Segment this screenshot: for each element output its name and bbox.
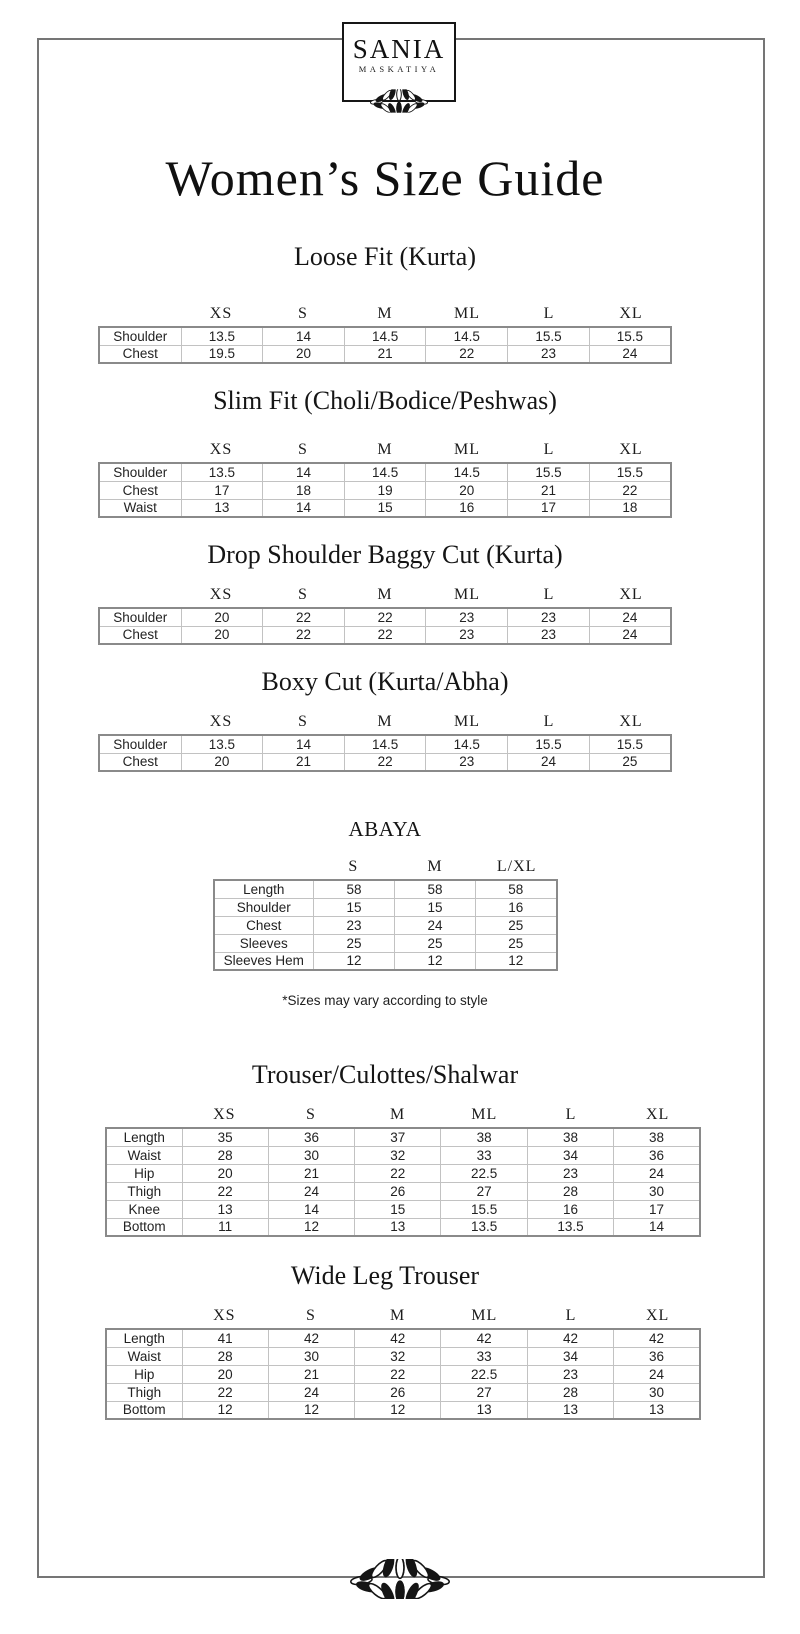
table-row <box>99 735 671 753</box>
row-label: Hip <box>106 1164 182 1182</box>
corner-cell <box>98 438 180 462</box>
measurement-value: 15 <box>355 1200 441 1218</box>
corner-cell <box>98 583 180 607</box>
measurement-value: 12 <box>268 1401 354 1419</box>
size-column-header: M <box>377 305 393 322</box>
measurement-value: 13 <box>614 1401 700 1419</box>
measurement-value: 22.5 <box>441 1164 527 1182</box>
measurement-value: 20 <box>426 481 508 499</box>
measurement-value: 28 <box>182 1347 268 1365</box>
measurement-value: 38 <box>527 1128 613 1146</box>
size-column-header: M <box>427 858 443 875</box>
row-label: Sleeves Hem <box>214 952 314 970</box>
table-row <box>99 345 671 363</box>
measurement-value: 30 <box>614 1182 700 1200</box>
size-column-header: S <box>306 1106 316 1123</box>
measurement-value: 14.5 <box>344 463 426 481</box>
size-column-header: ML <box>454 586 480 603</box>
measurement-value: 18 <box>263 481 345 499</box>
row-label: Thigh <box>106 1383 182 1401</box>
size-table <box>35 438 735 518</box>
size-column-header: ML <box>454 441 480 458</box>
page-title: Women’s Size Guide <box>165 150 605 206</box>
measurement-value: 23 <box>508 345 590 363</box>
measurement-value: 15.5 <box>589 327 671 345</box>
size-column-headers <box>98 438 672 462</box>
measurement-value: 21 <box>263 753 345 771</box>
measurement-value: 20 <box>181 626 263 644</box>
sizes-note: *Sizes may vary according to style <box>282 993 488 1008</box>
measurement-value: 12 <box>355 1401 441 1419</box>
measurement-value: 32 <box>355 1347 441 1365</box>
table-row <box>99 327 671 345</box>
measurement-value: 22 <box>182 1383 268 1401</box>
measurement-value: 13 <box>441 1401 527 1419</box>
measurement-value: 12 <box>476 952 557 970</box>
size-column-header: XL <box>619 586 643 603</box>
size-column-header: L <box>543 586 555 603</box>
size-column-header: M <box>377 713 393 730</box>
measurement-value: 25 <box>476 934 557 952</box>
corner-cell <box>213 855 313 879</box>
table-row <box>106 1128 700 1146</box>
size-table <box>53 1103 753 1237</box>
section-trouser-culottes-shalwar <box>35 1060 735 1237</box>
table-row <box>106 1401 700 1419</box>
table-row <box>214 880 557 898</box>
measurement-value: 26 <box>355 1383 441 1401</box>
measurement-value: 13.5 <box>441 1218 527 1236</box>
measurement-value: 34 <box>527 1347 613 1365</box>
measurement-value: 27 <box>441 1182 527 1200</box>
measurement-value: 17 <box>181 481 263 499</box>
size-column-header: S <box>306 1307 316 1324</box>
table-row <box>99 626 671 644</box>
section-title: Boxy Cut (Kurta/Abha) <box>261 667 509 696</box>
row-label: Length <box>106 1329 182 1347</box>
size-column-header: S <box>298 441 308 458</box>
measurement-value: 20 <box>181 753 263 771</box>
corner-cell <box>105 1103 181 1127</box>
measurement-value: 21 <box>268 1164 354 1182</box>
measurement-value: 22 <box>344 753 426 771</box>
measurement-value: 22 <box>344 626 426 644</box>
measurement-value: 58 <box>395 880 476 898</box>
measurement-value: 15 <box>344 499 426 517</box>
size-column-header: ML <box>471 1106 498 1123</box>
measurement-value: 23 <box>527 1164 613 1182</box>
size-column-headers <box>213 855 558 879</box>
table-row <box>214 916 557 934</box>
sections <box>35 242 735 1420</box>
measurements-table <box>213 879 558 971</box>
measurement-value: 14 <box>268 1200 354 1218</box>
measurement-value: 14 <box>263 735 345 753</box>
row-label: Waist <box>106 1146 182 1164</box>
size-column-header: S <box>298 305 308 322</box>
row-label: Chest <box>99 626 181 644</box>
measurements-table <box>105 1127 701 1237</box>
table-row <box>214 898 557 916</box>
row-label: Chest <box>214 916 314 934</box>
size-column-header: L/XL <box>496 858 537 875</box>
measurement-value: 20 <box>181 608 263 626</box>
size-column-headers <box>98 710 672 734</box>
size-column-header: XL <box>645 1307 670 1324</box>
measurement-value: 14 <box>263 463 345 481</box>
size-table <box>35 302 735 364</box>
brand-name: SANIA <box>352 34 446 64</box>
size-column-header: XL <box>619 441 643 458</box>
measurement-value: 13.5 <box>181 327 263 345</box>
row-label: Chest <box>99 345 181 363</box>
size-guide-page <box>35 0 735 1420</box>
measurement-value: 12 <box>182 1401 268 1419</box>
measurement-value: 14 <box>263 499 345 517</box>
laurel-garland-icon <box>350 1556 450 1602</box>
measurement-value: 28 <box>527 1383 613 1401</box>
measurement-value: 22 <box>355 1365 441 1383</box>
size-column-header: XL <box>619 713 643 730</box>
measurement-value: 25 <box>476 916 557 934</box>
measurement-value: 15 <box>395 898 476 916</box>
size-table <box>35 855 735 971</box>
section-boxy-cut-kurta-abha <box>35 667 735 772</box>
measurement-value: 22 <box>182 1182 268 1200</box>
measurement-value: 24 <box>268 1182 354 1200</box>
measurement-value: 21 <box>344 345 426 363</box>
measurement-value: 22 <box>426 345 508 363</box>
measurement-value: 23 <box>508 626 590 644</box>
size-column-header: L <box>565 1106 577 1123</box>
measurements-table <box>105 1328 701 1420</box>
measurement-value: 13 <box>527 1401 613 1419</box>
measurement-value: 16 <box>476 898 557 916</box>
row-label: Shoulder <box>99 327 181 345</box>
size-column-header: M <box>390 1106 406 1123</box>
row-label: Shoulder <box>99 463 181 481</box>
measurement-value: 14.5 <box>426 463 508 481</box>
measurement-value: 14.5 <box>426 327 508 345</box>
measurement-value: 16 <box>527 1200 613 1218</box>
size-column-header: XS <box>209 713 233 730</box>
size-column-header: L <box>543 305 555 322</box>
measurement-value: 34 <box>527 1146 613 1164</box>
size-column-header: ML <box>471 1307 498 1324</box>
measurement-value: 42 <box>441 1329 527 1347</box>
size-column-header: S <box>298 586 308 603</box>
row-label: Length <box>214 880 314 898</box>
measurement-value: 24 <box>614 1365 700 1383</box>
size-table <box>53 1304 753 1420</box>
measurement-value: 24 <box>614 1164 700 1182</box>
table-row <box>106 1383 700 1401</box>
measurement-value: 30 <box>268 1347 354 1365</box>
row-label: Hip <box>106 1365 182 1383</box>
measurement-value: 21 <box>268 1365 354 1383</box>
table-row <box>106 1182 700 1200</box>
table-row <box>99 481 671 499</box>
measurement-value: 19 <box>344 481 426 499</box>
corner-cell <box>98 710 180 734</box>
measurement-value: 42 <box>355 1329 441 1347</box>
measurement-value: 14.5 <box>344 735 426 753</box>
measurement-value: 11 <box>182 1218 268 1236</box>
row-label: Waist <box>106 1347 182 1365</box>
corner-cell <box>105 1304 181 1328</box>
measurements-table <box>98 326 672 364</box>
measurement-value: 15.5 <box>589 463 671 481</box>
table-row <box>214 934 557 952</box>
brand-logo <box>342 22 456 102</box>
section-title: Slim Fit (Choli/Bodice/Peshwas) <box>213 386 557 415</box>
measurement-value: 36 <box>614 1146 700 1164</box>
measurement-value: 15.5 <box>441 1200 527 1218</box>
table-row <box>214 952 557 970</box>
measurement-value: 13.5 <box>527 1218 613 1236</box>
size-column-header: ML <box>454 305 480 322</box>
size-table <box>35 710 735 772</box>
size-column-header: XS <box>209 305 233 322</box>
table-row <box>99 753 671 771</box>
row-label: Bottom <box>106 1401 182 1419</box>
measurement-value: 24 <box>395 916 476 934</box>
size-column-headers <box>105 1304 701 1328</box>
measurement-value: 23 <box>314 916 395 934</box>
row-label: Shoulder <box>214 898 314 916</box>
measurement-value: 28 <box>182 1146 268 1164</box>
measurement-value: 13.5 <box>181 463 263 481</box>
laurel-garland-icon <box>370 89 428 113</box>
table-row <box>106 1347 700 1365</box>
table-row <box>106 1164 700 1182</box>
measurement-value: 22 <box>589 481 671 499</box>
row-label: Sleeves <box>214 934 314 952</box>
size-column-header: M <box>377 441 393 458</box>
measurement-value: 42 <box>527 1329 613 1347</box>
measurement-value: 13 <box>182 1200 268 1218</box>
measurement-value: 24 <box>589 345 671 363</box>
size-table <box>35 583 735 645</box>
brand-subtitle: MASKATIYA <box>358 64 440 74</box>
measurement-value: 37 <box>355 1128 441 1146</box>
row-label: Length <box>106 1128 182 1146</box>
table-row <box>106 1329 700 1347</box>
measurements-table <box>98 734 672 772</box>
measurement-value: 23 <box>508 608 590 626</box>
row-label: Chest <box>99 481 181 499</box>
measurement-value: 13 <box>355 1218 441 1236</box>
measurement-value: 13.5 <box>181 735 263 753</box>
measurements-table <box>98 607 672 645</box>
measurement-value: 22 <box>344 608 426 626</box>
measurement-value: 22 <box>355 1164 441 1182</box>
measurement-value: 17 <box>614 1200 700 1218</box>
measurement-value: 22 <box>263 608 345 626</box>
measurement-value: 13 <box>181 499 263 517</box>
measurement-value: 20 <box>263 345 345 363</box>
measurement-value: 23 <box>426 608 508 626</box>
table-row <box>99 463 671 481</box>
size-column-header: XL <box>619 305 643 322</box>
measurements-table <box>98 462 672 518</box>
measurement-value: 15.5 <box>508 735 590 753</box>
measurement-value: 24 <box>508 753 590 771</box>
size-column-header: XS <box>213 1106 236 1123</box>
measurement-value: 16 <box>426 499 508 517</box>
row-label: Knee <box>106 1200 182 1218</box>
measurement-value: 38 <box>441 1128 527 1146</box>
section-title: Loose Fit (Kurta) <box>294 242 476 271</box>
measurement-value: 32 <box>355 1146 441 1164</box>
measurement-value: 23 <box>426 626 508 644</box>
measurement-value: 12 <box>314 952 395 970</box>
measurement-value: 36 <box>268 1128 354 1146</box>
size-column-headers <box>98 302 672 326</box>
measurement-value: 15.5 <box>589 735 671 753</box>
section-slim-fit-choli-bodice-peshwas <box>35 386 735 518</box>
size-column-header: ML <box>454 713 480 730</box>
measurement-value: 27 <box>441 1383 527 1401</box>
size-column-header: L <box>543 713 555 730</box>
measurement-value: 25 <box>314 934 395 952</box>
measurement-value: 42 <box>614 1329 700 1347</box>
measurement-value: 15.5 <box>508 463 590 481</box>
measurement-value: 20 <box>182 1164 268 1182</box>
size-column-header: M <box>377 586 393 603</box>
measurement-value: 25 <box>589 753 671 771</box>
size-column-header: S <box>298 713 308 730</box>
row-label: Waist <box>99 499 181 517</box>
measurement-value: 58 <box>314 880 395 898</box>
row-label: Thigh <box>106 1182 182 1200</box>
section-abaya <box>35 816 735 1008</box>
measurement-value: 24 <box>589 608 671 626</box>
measurement-value: 22 <box>263 626 345 644</box>
measurement-value: 41 <box>182 1329 268 1347</box>
measurement-value: 30 <box>268 1146 354 1164</box>
measurement-value: 12 <box>395 952 476 970</box>
table-row <box>99 608 671 626</box>
measurement-value: 18 <box>589 499 671 517</box>
table-row <box>106 1200 700 1218</box>
measurement-value: 24 <box>268 1383 354 1401</box>
table-row <box>106 1365 700 1383</box>
measurement-value: 21 <box>508 481 590 499</box>
measurement-value: 33 <box>441 1146 527 1164</box>
section-title: ABAYA <box>348 817 422 841</box>
measurement-value: 22.5 <box>441 1365 527 1383</box>
measurement-value: 23 <box>426 753 508 771</box>
section-title: Trouser/Culottes/Shalwar <box>251 1060 519 1089</box>
size-column-header: XS <box>213 1307 236 1324</box>
measurement-value: 42 <box>268 1329 354 1347</box>
table-row <box>99 499 671 517</box>
measurement-value: 19.5 <box>181 345 263 363</box>
size-column-header: XS <box>209 586 233 603</box>
size-column-header: XL <box>645 1106 670 1123</box>
measurement-value: 14 <box>263 327 345 345</box>
measurement-value: 36 <box>614 1347 700 1365</box>
size-column-headers <box>105 1103 701 1127</box>
measurement-value: 20 <box>182 1365 268 1383</box>
table-row <box>106 1218 700 1236</box>
measurement-value: 14 <box>614 1218 700 1236</box>
measurement-value: 14.5 <box>344 327 426 345</box>
row-label: Shoulder <box>99 735 181 753</box>
size-column-header: L <box>565 1307 577 1324</box>
measurement-value: 17 <box>508 499 590 517</box>
measurement-value: 33 <box>441 1347 527 1365</box>
row-label: Shoulder <box>99 608 181 626</box>
measurement-value: 35 <box>182 1128 268 1146</box>
size-column-headers <box>98 583 672 607</box>
section-wide-leg-trouser <box>35 1261 735 1420</box>
measurement-value: 23 <box>527 1365 613 1383</box>
size-column-header: S <box>348 858 359 875</box>
measurement-value: 28 <box>527 1182 613 1200</box>
corner-cell <box>98 302 180 326</box>
measurement-value: 24 <box>589 626 671 644</box>
size-column-header: L <box>543 441 555 458</box>
measurement-value: 38 <box>614 1128 700 1146</box>
section-title: Wide Leg Trouser <box>290 1261 480 1290</box>
measurement-value: 25 <box>395 934 476 952</box>
measurement-value: 12 <box>268 1218 354 1236</box>
section-title: Drop Shoulder Baggy Cut (Kurta) <box>207 540 563 569</box>
measurement-value: 15 <box>314 898 395 916</box>
size-column-header: XS <box>209 441 233 458</box>
table-row <box>106 1146 700 1164</box>
measurement-value: 30 <box>614 1383 700 1401</box>
measurement-value: 15.5 <box>508 327 590 345</box>
size-column-header: M <box>390 1307 406 1324</box>
section-loose-fit-kurta <box>35 242 735 364</box>
row-label: Bottom <box>106 1218 182 1236</box>
measurement-value: 14.5 <box>426 735 508 753</box>
measurement-value: 58 <box>476 880 557 898</box>
row-label: Chest <box>99 753 181 771</box>
section-drop-shoulder-baggy-cut-kurta <box>35 540 735 645</box>
measurement-value: 26 <box>355 1182 441 1200</box>
